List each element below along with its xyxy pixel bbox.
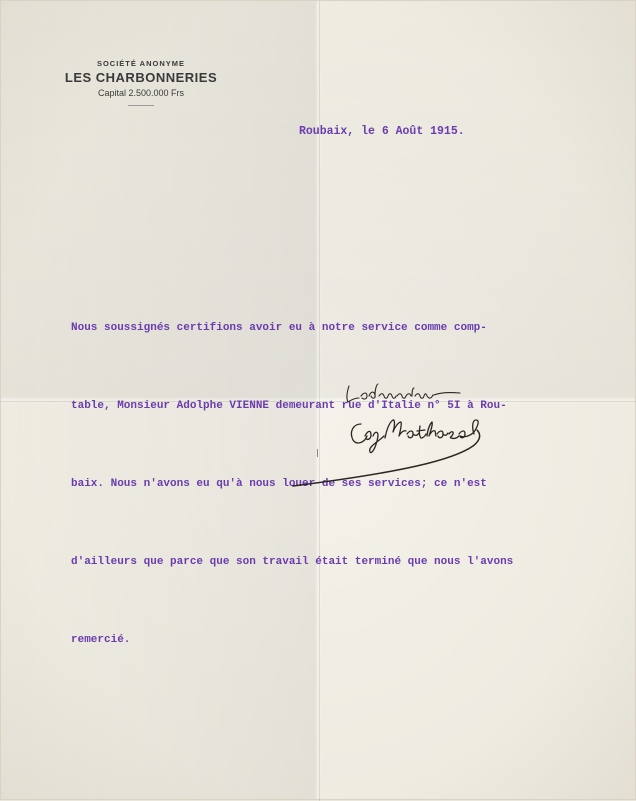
letterhead-rule bbox=[128, 105, 154, 106]
body-line: table, Monsieur Adolphe VIENNE demeurant rue d'Italie n° 5I à Rou- bbox=[71, 400, 507, 412]
signature-name-scrawl bbox=[293, 420, 480, 486]
body-line: baix. Nous n'avons eu qu'à nous louer de ses services; ce n'est bbox=[71, 478, 487, 490]
body-line: d'ailleurs que parce que son travail était terminé que nous l'avons bbox=[71, 556, 514, 568]
handwritten-signature bbox=[291, 376, 511, 496]
body-line: Nous soussignés certifions avoir eu à notre service comme comp- bbox=[71, 322, 487, 334]
signature-title-scrawl bbox=[347, 384, 460, 402]
letterhead bbox=[41, 59, 241, 106]
company-name: LES CHARBONNERIES bbox=[64, 70, 218, 85]
company-capital: Capital 2.500.000 Frs bbox=[97, 88, 185, 98]
body-line: remercié. bbox=[71, 634, 131, 646]
letter-date: Roubaix, le 6 Août 1915. bbox=[299, 125, 465, 138]
company-type: SOCIÉTÉ ANONYME bbox=[96, 59, 186, 68]
